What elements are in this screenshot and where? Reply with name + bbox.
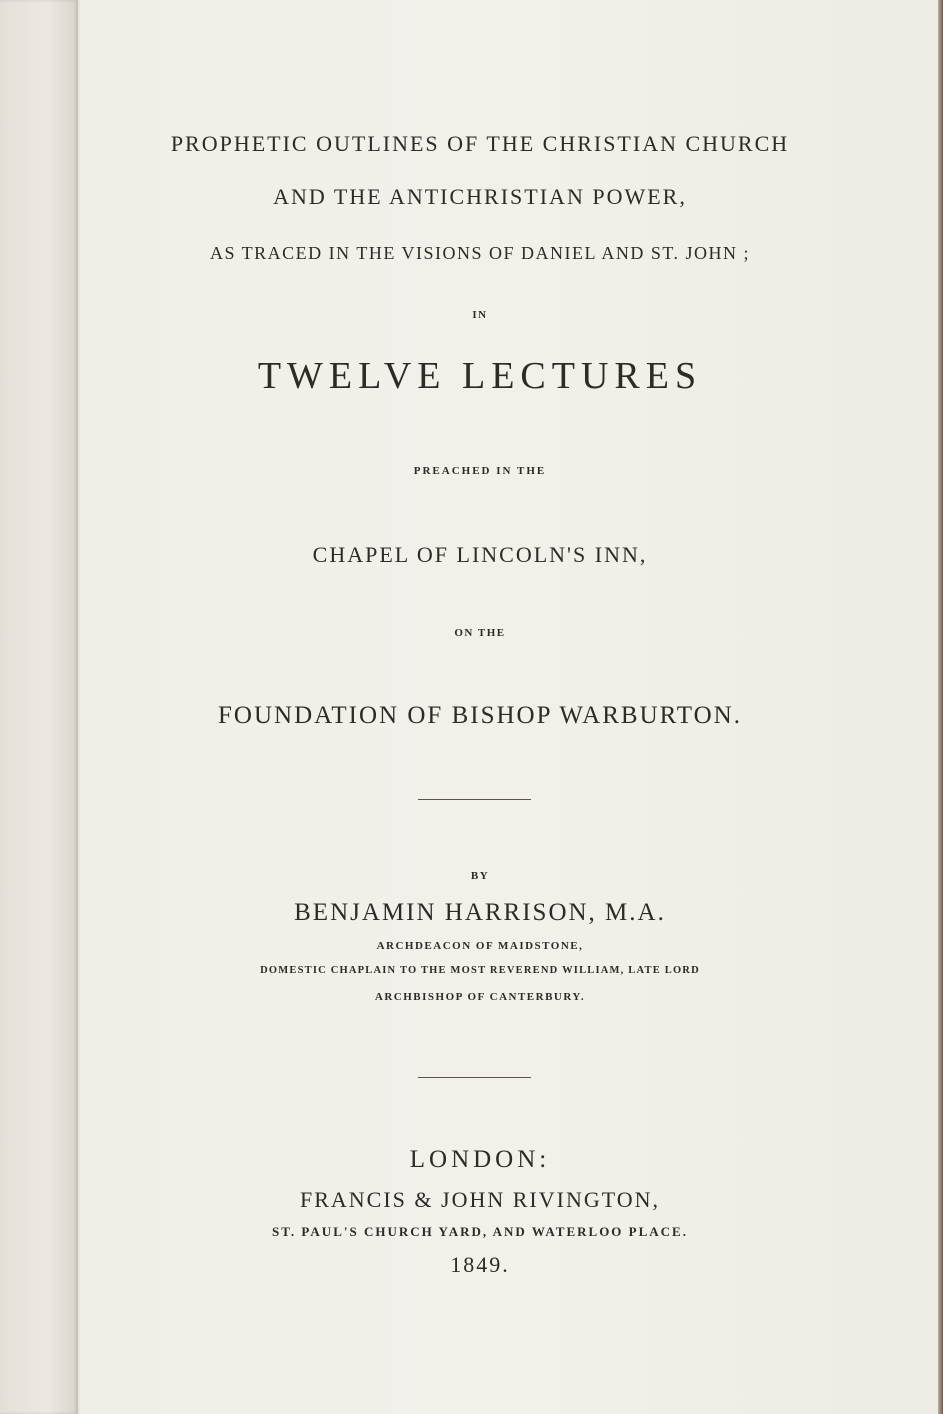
venue: CHAPEL OF LINCOLN'S INN, bbox=[312, 542, 648, 567]
on-the-label: ON THE bbox=[454, 627, 506, 639]
left-flyleaf bbox=[0, 0, 78, 1414]
publication-place: LONDON: bbox=[409, 1146, 551, 1173]
divider-rule-2 bbox=[418, 1077, 531, 1078]
divider-rule-1 bbox=[418, 799, 531, 800]
title-line-2: AND THE ANTICHRISTIAN POWER, bbox=[273, 184, 687, 209]
book-edge bbox=[938, 0, 943, 1414]
author-role-3: ARCHBISHOP OF CANTERBURY. bbox=[374, 991, 586, 1003]
publisher-address: ST. PAUL'S CHURCH YARD, AND WATERLOO PLACE. bbox=[272, 1224, 688, 1239]
foundation: FOUNDATION OF BISHOP WARBURTON. bbox=[218, 702, 742, 729]
publisher: FRANCIS & JOHN RIVINGTON, bbox=[299, 1187, 661, 1212]
author-role-2: DOMESTIC CHAPLAIN TO THE MOST REVEREND WILLIAM, LATE LORD bbox=[260, 965, 700, 976]
preached-in-label: PREACHED IN THE bbox=[413, 465, 547, 477]
title-line-1: PROPHETIC OUTLINES OF THE CHRISTIAN CHURCH bbox=[170, 131, 790, 156]
by-label: BY bbox=[470, 870, 490, 882]
main-title: TWELVE LECTURES bbox=[257, 355, 703, 397]
author-name: BENJAMIN HARRISON, M.A. bbox=[294, 899, 666, 926]
connector-in: IN bbox=[472, 309, 488, 321]
author-role-1: ARCHDEACON OF MAIDSTONE, bbox=[376, 940, 584, 952]
page-gutter bbox=[76, 0, 78, 1414]
title-line-3: AS TRACED IN THE VISIONS OF DANIEL AND ST. JOHN ; bbox=[209, 243, 751, 263]
publication-year: 1849. bbox=[450, 1252, 510, 1277]
